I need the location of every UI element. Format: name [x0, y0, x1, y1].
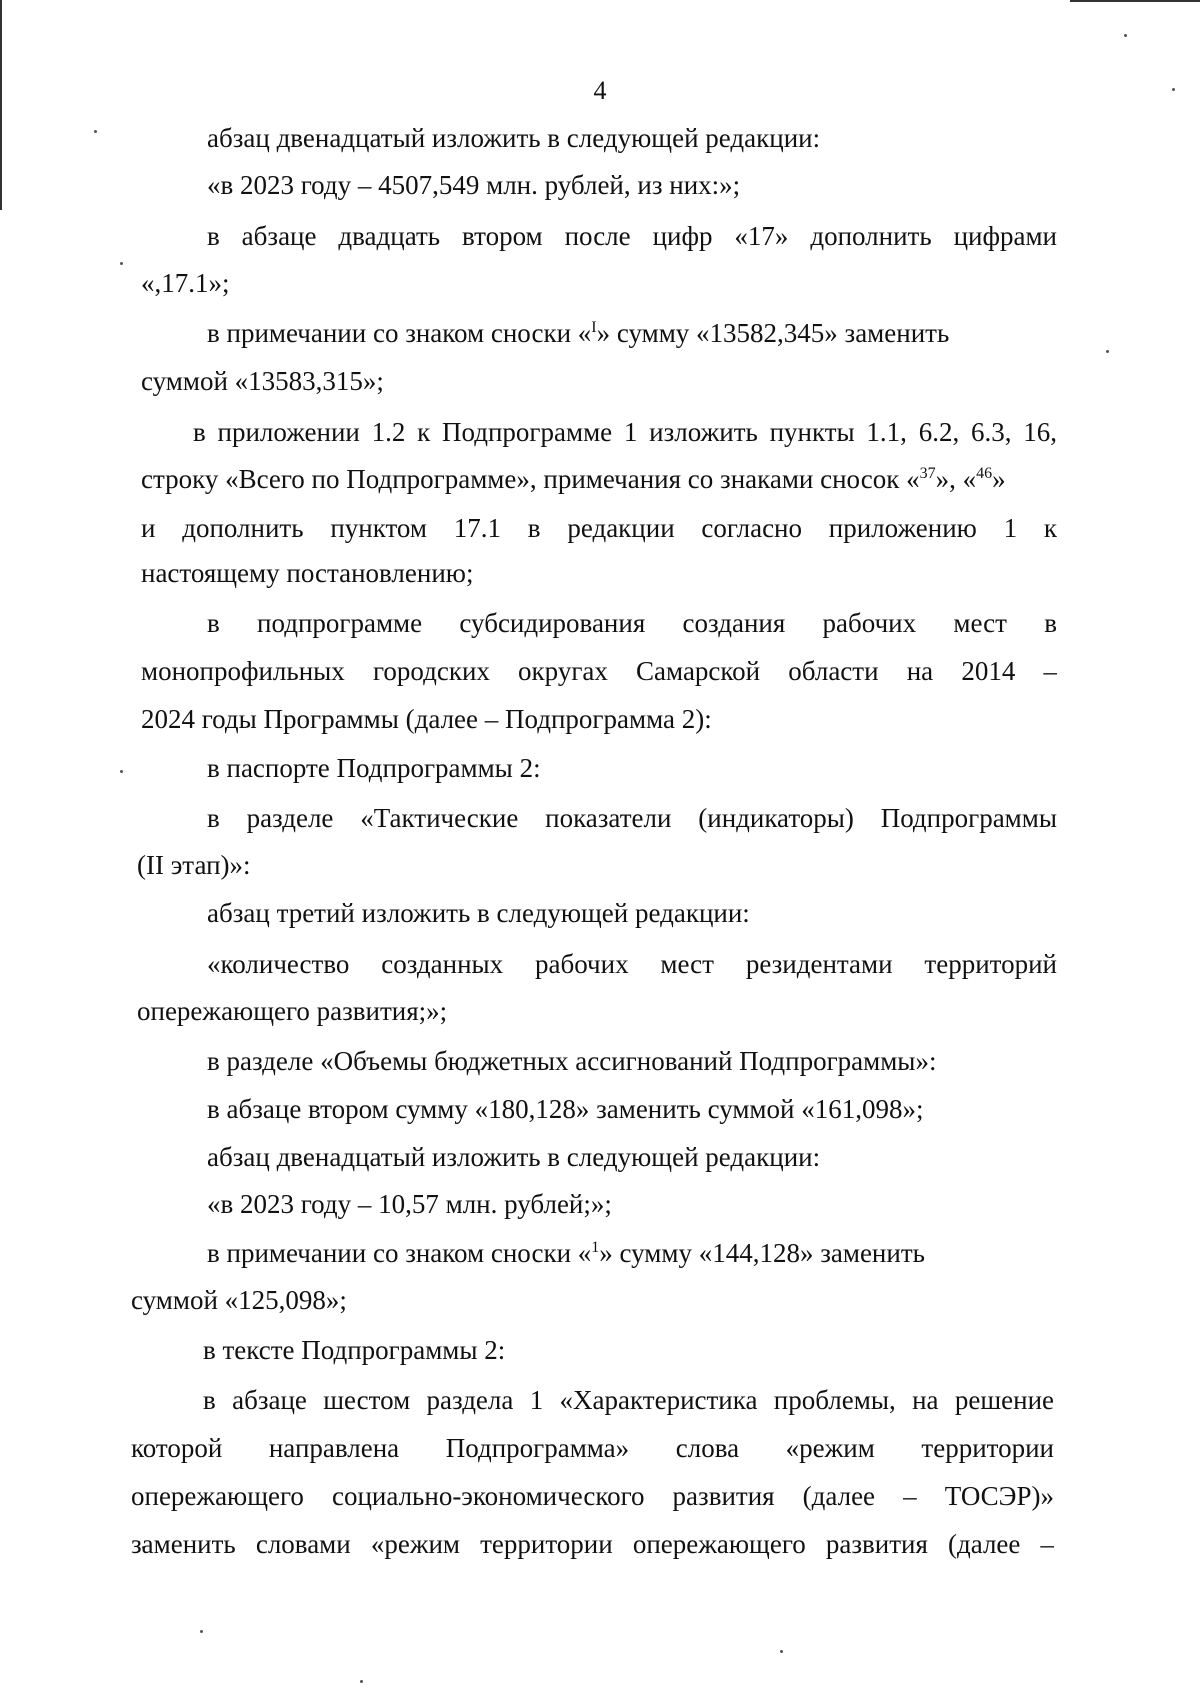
text-line: в тексте Подпрограммы 2:: [203, 1335, 506, 1365]
scan-speck: [360, 1680, 363, 1683]
text-line: в разделе «Тактические показатели (индикаторы) Подпрограммы: [207, 803, 1057, 833]
scan-top-mark: [1070, 0, 1200, 2]
text-run: в примечании со знаком сноски «: [207, 1238, 592, 1268]
text-line: суммой «13583,315»;: [141, 366, 384, 396]
text-line: абзац двенадцатый изложить в следующей редакции:: [207, 123, 821, 153]
text-line: настоящему постановлению;: [141, 558, 474, 588]
footnote-mark: 37: [919, 465, 936, 482]
text-run: » сумму «144,128» заменить: [599, 1238, 925, 1268]
text-line: в абзаце двадцать втором после цифр «17» дополнить цифрами: [207, 221, 1057, 251]
text-line: [207, 1236, 925, 1270]
text-line: «в 2023 году – 4507,549 млн. рублей, из них:»;: [207, 170, 741, 200]
text-line: в паспорте Подпрограммы 2:: [207, 753, 541, 783]
text-line: в приложении 1.2 к Подпрограмме 1 изложить пункты 1.1, 6.2, 6.3, 16,: [193, 417, 1057, 447]
text-run: строку «Всего по Подпрограмме», примечания со знаками сносок «: [141, 464, 920, 494]
text-line: абзац двенадцатый изложить в следующей редакции:: [207, 1142, 821, 1172]
scan-speck: [780, 1650, 783, 1653]
text-line: 2024 годы Программы (далее – Подпрограмма 2):: [141, 704, 712, 734]
text-line: абзац третий изложить в следующей редакции:: [207, 898, 750, 928]
text-line: (II этап)»:: [137, 850, 251, 880]
scan-speck: [200, 1630, 203, 1633]
text-line: в абзаце шестом раздела 1 «Характеристика проблемы, на решение: [203, 1385, 1054, 1415]
footnote-mark: 1: [591, 1239, 600, 1256]
text-line: «в 2023 году – 10,57 млн. рублей;»;: [207, 1189, 612, 1219]
text-line: в разделе «Объемы бюджетных ассигнований Подпрограммы»:: [207, 1046, 937, 1076]
text-line: в абзаце втором сумму «180,128» заменить суммой «161,098»;: [207, 1094, 924, 1124]
text-run: »: [992, 464, 1006, 494]
text-line: монопрофильных городских округах Самарской области на 2014 –: [141, 656, 1057, 686]
scan-speck: [120, 770, 123, 773]
text-line: «,17.1»;: [141, 268, 230, 298]
text-line: которой направлена Подпрограмма» слова «режим территории: [131, 1433, 1054, 1463]
text-run: в примечании со знаком сноски «: [207, 318, 592, 348]
footnote-mark: 46: [976, 465, 993, 482]
text-line: и дополнить пунктом 17.1 в редакции согласно приложению 1 к: [141, 513, 1057, 543]
text-line: «количество созданных рабочих мест резидентами территорий: [207, 949, 1057, 979]
text-line: опережающего социально-экономического развития (далее – ТОСЭР)»: [131, 1481, 1054, 1511]
scan-speck: [1106, 350, 1109, 353]
text-run: », «: [935, 464, 977, 494]
text-line: в подпрограмме субсидирования создания рабочих мест в: [207, 608, 1057, 638]
text-run: » сумму «13582,345» заменить: [596, 318, 950, 348]
footnote-mark: I: [591, 319, 597, 336]
text-line: [141, 462, 1006, 496]
scan-speck: [94, 130, 97, 133]
scan-speck: [1124, 34, 1127, 37]
page-number: 4: [593, 76, 607, 105]
text-line: заменить словами «режим территории опережающего развития (далее –: [131, 1529, 1054, 1559]
text-line: суммой «125,098»;: [131, 1285, 347, 1315]
text-line: опережающего развития;»;: [137, 996, 448, 1026]
scan-speck: [120, 262, 123, 265]
text-line: [207, 316, 949, 350]
